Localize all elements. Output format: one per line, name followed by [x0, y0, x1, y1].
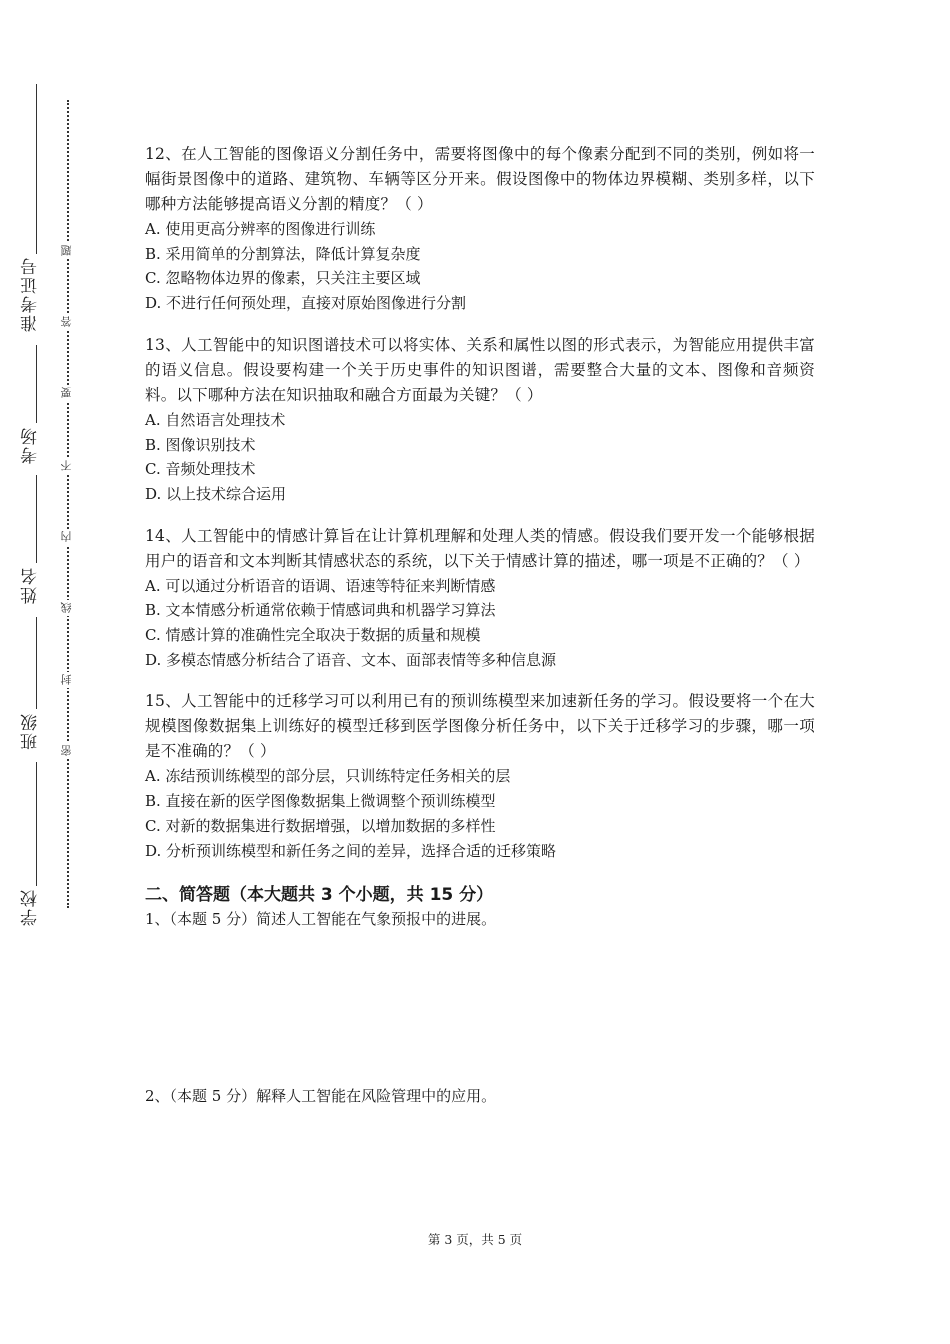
option-c: C. 忽略物体边界的像素，只关注主要区域: [145, 269, 421, 288]
answer-space: [145, 931, 815, 1084]
exam-room-label: 考场: [21, 426, 41, 464]
exam-room-line: [36, 345, 37, 423]
page-number: 第 3 页，共 5 页: [427, 1232, 523, 1247]
question-stem: 15、人工智能中的迁移学习可以利用已有的预训练模型来加速新任务的学习。假设要将一个在大规模图像数据集上训练好的模型迁移到医学图像分析任务中，以下关于迁移学习的步骤，哪一项是不准确的？（ ）: [145, 692, 815, 761]
name-line: [36, 475, 37, 563]
section-title-short-answer: 二、简答题（本大题共 3 个小题，共 15 分）: [145, 885, 494, 906]
option-a: A. 使用更高分辨率的图像进行训练: [145, 220, 376, 238]
question-stem: 12、在人工智能的图像语义分割任务中，需要将图像中的每个像素分配到不同的类别，例如将一幅街景图像中的道路、建筑物、车辆等区分开来。假设图像中的物体边界模糊、类别多样，以下哪种方法能够提高语义分割的精度？（ ）: [145, 145, 815, 213]
school-label: 学校: [21, 888, 41, 926]
seal-char-yao: 要: [59, 385, 75, 401]
question-12: [145, 142, 815, 316]
binding-margin: [0, 0, 110, 1344]
exam-id-line: [36, 84, 37, 254]
exam-id-label: 准考证号: [21, 256, 41, 332]
seal-char-bu: 不: [59, 458, 75, 474]
option-a: A. 自然语言处理技术: [145, 410, 286, 429]
option-d: D. 不进行任何预处理，直接对原始图像进行分割: [145, 294, 467, 313]
school-line: [36, 762, 37, 886]
option-c: C. 对新的数据集进行数据增强，以增加数据的多样性: [145, 816, 496, 835]
option-d: D. 多模态情感分析结合了语音、文本、面部表情等多种信息源: [145, 650, 557, 669]
question-stem: 13、人工智能中的知识图谱技术可以将实体、关系和属性以图的形式表示，为智能应用提供丰富的语义信息。假设要构建一个关于历史事件的知识图谱，需要整合大量的文本、图像和音频资料。以下哪种方法在知识抽取和融合方面最为关键？（ ）: [145, 335, 815, 404]
seal-dotted-line: [67, 100, 69, 908]
seal-char-ti: 题: [59, 243, 75, 259]
exam-content: [145, 142, 815, 1108]
option-d: D. 分析预训练模型和新任务之间的差异，选择合适的迁移策略: [145, 841, 557, 860]
option-c: C. 音频处理技术: [145, 460, 256, 479]
option-b: B. 图像识别技术: [145, 435, 256, 454]
option-a: A. 冻结预训练模型的部分层，只训练特定任务相关的层: [145, 767, 511, 786]
class-label: 班级: [21, 712, 41, 750]
question-15: [145, 689, 815, 863]
option-d: D. 以上技术综合运用: [145, 484, 287, 503]
seal-char-mi: 密: [59, 743, 75, 759]
class-line: [36, 617, 37, 709]
seal-char-feng: 封: [59, 672, 75, 688]
option-a: A. 可以通过分析语音的语调、语速等特征来判断情感: [145, 576, 496, 595]
question-13: [145, 333, 815, 507]
question-14: [145, 524, 815, 673]
option-c: C. 情感计算的准确性完全取决于数据的质量和规模: [145, 626, 481, 645]
short-answer-1: 1、（本题 5 分）简述人工智能在气象预报中的进展。: [145, 910, 497, 929]
name-label: 姓名: [21, 566, 41, 604]
question-stem: 14、人工智能中的情感计算旨在让计算机理解和处理人类的情感。假设我们要开发一个能够根据用户的语音和文本判断其情感状态的系统，以下关于情感计算的描述，哪一项是不正确的？（ ）: [145, 526, 815, 570]
seal-char-xian: 线: [59, 600, 75, 616]
short-answer-2: 2、（本题 5 分）解释人工智能在风险管理中的应用。: [145, 1087, 497, 1106]
seal-char-da: 答: [59, 314, 75, 330]
seal-char-nei: 内: [59, 529, 75, 545]
option-b: B. 直接在新的医学图像数据集上微调整个预训练模型: [145, 792, 496, 811]
option-b: B. 采用简单的分割算法，降低计算复杂度: [145, 244, 421, 263]
option-b: B. 文本情感分析通常依赖于情感词典和机器学习算法: [145, 601, 496, 620]
